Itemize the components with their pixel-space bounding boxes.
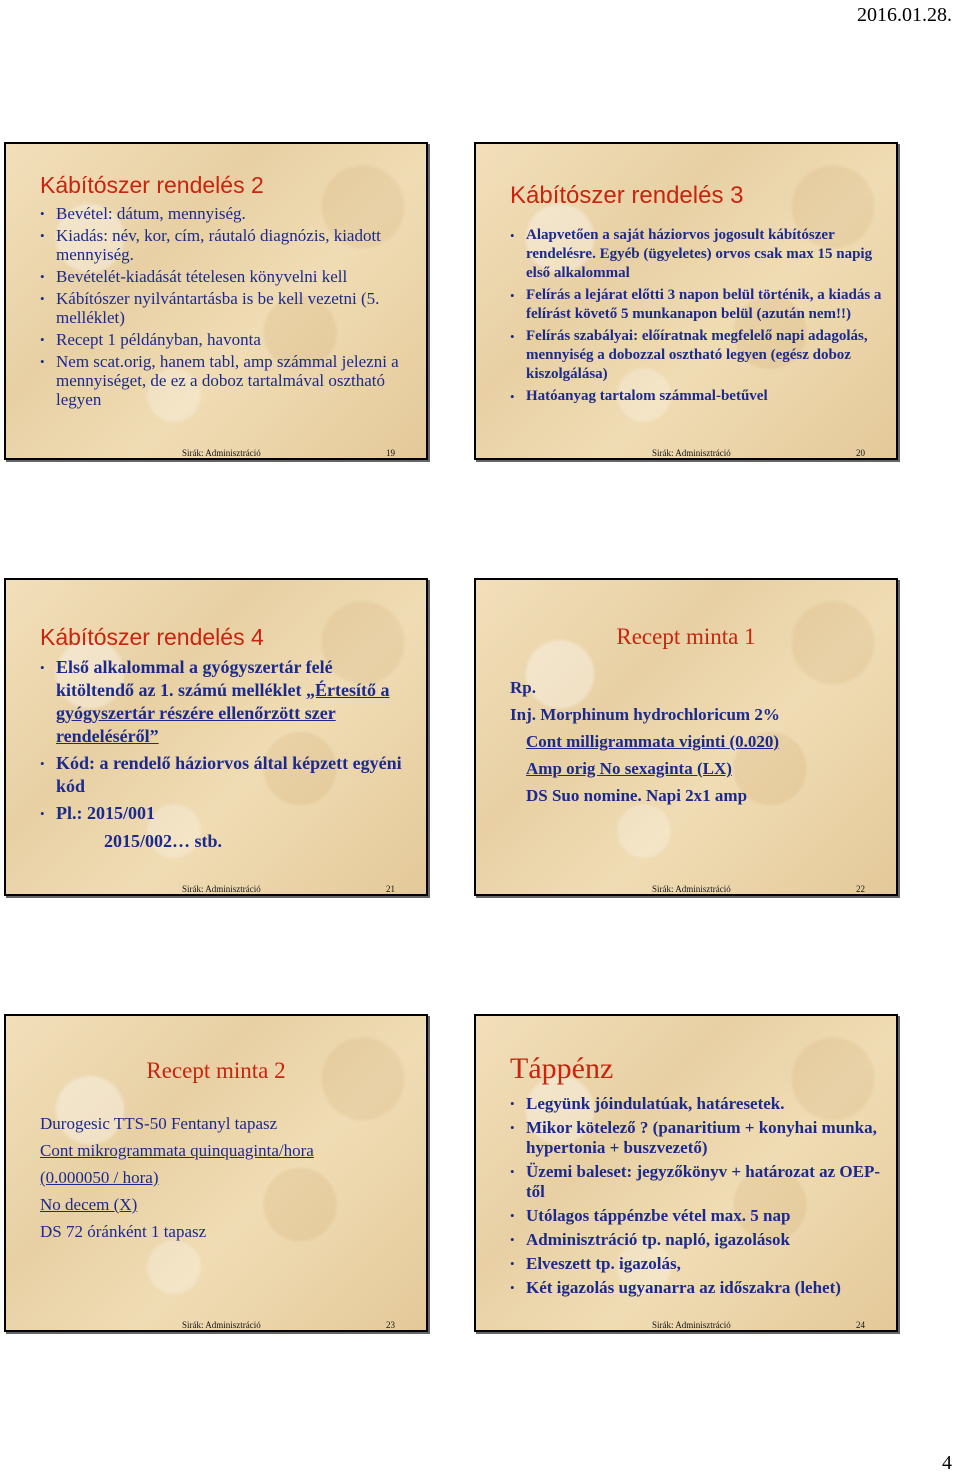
prescription-line: (0.000050 / hora) bbox=[40, 1168, 159, 1187]
prescription-line: Cont mikrogrammata quinquaginta/hora bbox=[40, 1141, 314, 1160]
prescription-line: Inj. Morphinum hydrochloricum 2% bbox=[510, 705, 780, 724]
bullet-item: • Kábítószer nyilvántartásba is be kell vezetni (5. melléklet) bbox=[40, 289, 412, 327]
bullet-item: • Recept 1 példányban, havonta bbox=[40, 330, 412, 349]
bullet-item: • Utólagos táppénzbe vétel max. 5 nap bbox=[510, 1206, 882, 1226]
slide-number: 20 bbox=[856, 448, 865, 458]
bullet-list bbox=[510, 1094, 882, 1302]
bullet-item: • Elveszett tp. igazolás, bbox=[510, 1254, 882, 1274]
footer-label: Sirák: Adminisztráció bbox=[652, 448, 731, 458]
bullet-item: • Kód: a rendelő háziorvos által képzett egyéni kód bbox=[40, 752, 412, 798]
form-reference: „Értesítő a gyógyszertár részére ellenőrzött szer rendeléséről” bbox=[56, 680, 390, 746]
prescription-text bbox=[510, 674, 780, 809]
bullet-item: • Hatóanyag tartalom számmal-betűvel bbox=[510, 387, 884, 406]
footer-label: Sirák: Adminisztráció bbox=[182, 448, 261, 458]
slide-20[interactable] bbox=[474, 142, 898, 460]
bullet-list bbox=[40, 204, 412, 412]
slide-number: 24 bbox=[856, 1320, 865, 1330]
slide-22[interactable] bbox=[474, 578, 898, 896]
prescription-line: No decem (X) bbox=[40, 1195, 138, 1214]
slide-19[interactable] bbox=[4, 142, 428, 460]
bullet-item: • Bevételét-kiadását tételesen könyvelni kell bbox=[40, 267, 412, 286]
bullet-item: • Bevétel: dátum, mennyiség. bbox=[40, 204, 412, 223]
bullet-item: • Legyünk jóindulatúak, határesetek. bbox=[510, 1094, 882, 1114]
slide-24[interactable] bbox=[474, 1014, 898, 1332]
bullet-item bbox=[40, 656, 412, 748]
footer-label: Sirák: Adminisztráció bbox=[182, 884, 261, 894]
page-date: 2016.01.28. bbox=[857, 4, 952, 26]
bullet-item: • Kiadás: név, kor, cím, ráutaló diagnózis, kiadott mennyiség. bbox=[40, 226, 412, 264]
bullet-text: Első alkalommal a gyógyszertár felé kitöltendő az 1. számú melléklet bbox=[56, 657, 333, 700]
slide-title: Kábítószer rendelés 3 bbox=[510, 182, 744, 209]
slide-title: Kábítószer rendelés 2 bbox=[40, 172, 264, 198]
prescription-line: Cont milligrammata viginti (0.020) bbox=[526, 732, 780, 751]
footer-label: Sirák: Adminisztráció bbox=[652, 884, 731, 894]
slide-23[interactable] bbox=[4, 1014, 428, 1332]
bullet-item: • Pl.: 2015/001 bbox=[40, 802, 412, 825]
bullet-list bbox=[40, 656, 412, 829]
prescription-text bbox=[40, 1110, 314, 1245]
bullet-item: • Üzemi baleset: jegyzőkönyv + határozat az OEP-től bbox=[510, 1162, 882, 1202]
slide-number: 21 bbox=[386, 884, 395, 894]
bullet-item: • Két igazolás ugyanarra az időszakra (lehet) bbox=[510, 1278, 882, 1298]
prescription-line: Rp. bbox=[510, 678, 536, 697]
prescription-line: DS Suo nomine. Napi 2x1 amp bbox=[526, 786, 748, 805]
prescription-line: Durogesic TTS-50 Fentanyl tapasz bbox=[40, 1114, 278, 1133]
page-number: 4 bbox=[942, 1452, 952, 1474]
slide-number: 19 bbox=[386, 448, 395, 458]
slide-title: Táppénz bbox=[510, 1052, 614, 1085]
slide-number: 22 bbox=[856, 884, 865, 894]
bullet-list bbox=[510, 226, 884, 409]
slide-title: Recept minta 2 bbox=[146, 1058, 286, 1083]
slide-21[interactable] bbox=[4, 578, 428, 896]
bullet-item: • Felírás a lejárat előtti 3 napon belül történik, a kiadás a felírást követő 5 munkanapon belül (azután nem!!) bbox=[510, 286, 884, 324]
bullet-item: • Nem scat.orig, hanem tabl, amp számmal jelezni a mennyiséget, de ez a doboz tartalmával osztható legyen bbox=[40, 352, 412, 409]
bullet-item: • Mikor kötelező ? (panaritium + konyhai munka, hypertonia + buszvezető) bbox=[510, 1118, 882, 1158]
prescription-line: Amp orig No sexaginta (LX) bbox=[526, 759, 732, 778]
prescription-line: DS 72 óránként 1 tapasz bbox=[40, 1222, 207, 1241]
code-example-continued: 2015/002… stb. bbox=[104, 831, 223, 851]
footer-label: Sirák: Adminisztráció bbox=[652, 1320, 731, 1330]
slide-title: Recept minta 1 bbox=[616, 624, 756, 649]
slide-title: Kábítószer rendelés 4 bbox=[40, 624, 264, 650]
footer-label: Sirák: Adminisztráció bbox=[182, 1320, 261, 1330]
bullet-item: • Felírás szabályai: előíratnak megfelelő napi adagolás, mennyiség a dobozzal osztható legyen (egész doboz kiszolgálása) bbox=[510, 327, 884, 384]
bullet-item: • Alapvetően a saját háziorvos jogosult kábítószer rendelésre. Egyéb (ügyeletes) orvos csak max 15 napig első alkalommal bbox=[510, 226, 884, 283]
bullet-item: • Adminisztráció tp. napló, igazolások bbox=[510, 1230, 882, 1250]
slide-number: 23 bbox=[386, 1320, 395, 1330]
